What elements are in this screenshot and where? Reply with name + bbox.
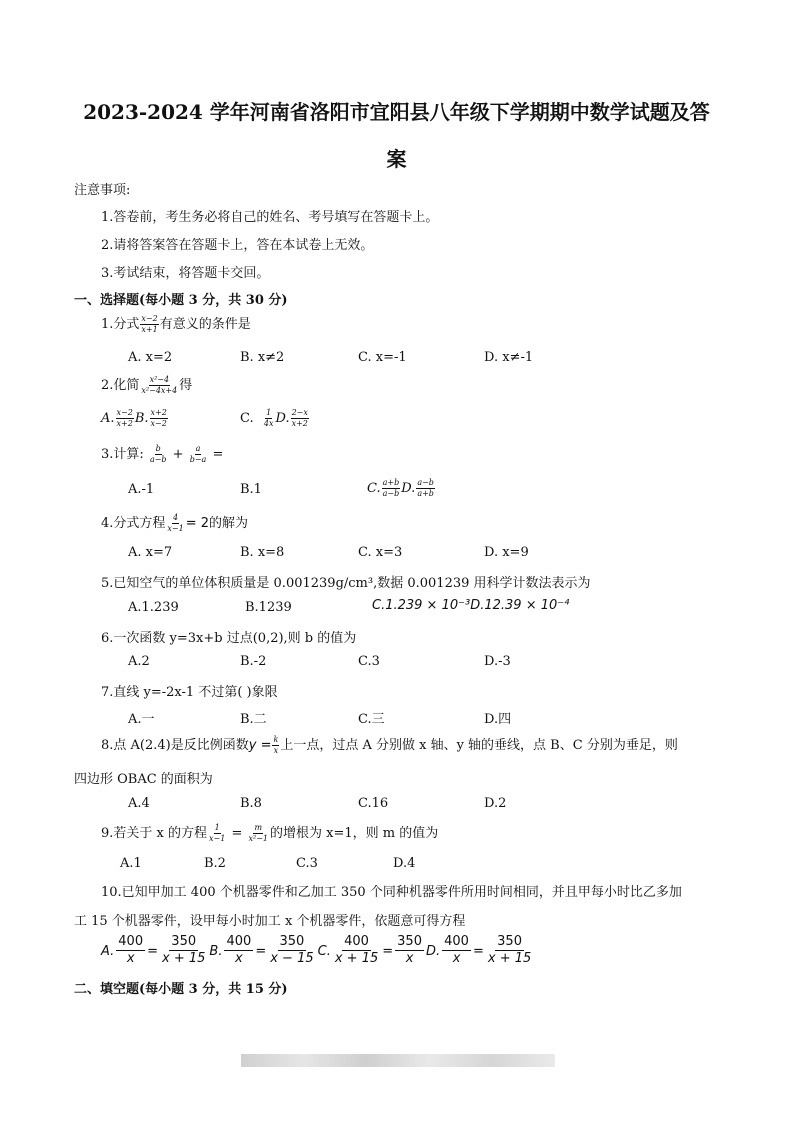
q9-option-b: B.2 — [204, 856, 226, 871]
q10-a-frac1 — [116, 934, 145, 967]
q10-b-n2: 350 — [279, 934, 305, 949]
q10-c-d1: x + 15 — [334, 951, 379, 966]
q2-suffix: 得 — [179, 378, 193, 393]
q7-option-a: A.一 — [128, 712, 155, 727]
q10-b-frac2 — [268, 934, 315, 967]
q3-option-b: B.1 — [240, 482, 262, 497]
q4-option-c: C. x=3 — [358, 545, 403, 560]
q10-d-n2: 350 — [497, 934, 522, 949]
footer-watermark — [241, 1054, 555, 1067]
q4-equals: = 2 — [185, 516, 210, 531]
q3-option-c-fraction — [382, 478, 401, 499]
q2-option-b-label: B. — [134, 411, 149, 426]
q7-option-b: B.二 — [240, 712, 267, 727]
q1-den: x+1 — [141, 325, 158, 334]
q10-a-eq: = — [147, 944, 159, 959]
q9-f2-den: x²−1 — [248, 834, 269, 843]
question-2 — [101, 374, 192, 396]
q2-options-ab — [101, 408, 169, 429]
q8-num: k — [273, 735, 279, 744]
q8-line2: 四边形 OBAC 的面积为 — [74, 772, 213, 787]
question-10-line1: 10.已知甲加工 400 个机器零件和乙加工 350 个同种机器零件所用时间相同，并且甲每小时比乙多加 — [101, 885, 682, 900]
q2-option-b-num: x+2 — [150, 408, 167, 417]
q10-d-d1: x — [452, 951, 461, 966]
q2-option-d-fraction — [291, 408, 309, 429]
q10-option-a-label: A. — [101, 944, 115, 959]
q10-options — [101, 934, 535, 967]
q3-plus: + — [172, 447, 184, 462]
q3-option-c-den: a−b — [382, 489, 400, 498]
q2-prefix: 2.化简 — [101, 378, 140, 393]
q2-option-c-den: 4x — [263, 419, 274, 428]
q8-option-b: B.8 — [240, 796, 262, 811]
q10-c-frac2 — [395, 934, 424, 967]
q2-option-c-label: C. — [240, 411, 254, 426]
q10-b-eq: = — [255, 944, 267, 959]
document-title-line2: 案 — [386, 147, 407, 171]
q3-option-d-den: a+b — [417, 489, 434, 498]
q3-f1-num: b — [155, 444, 161, 453]
q10-a-d2: x + 15 — [162, 951, 206, 966]
q9-option-a: A.1 — [120, 856, 142, 871]
q6-option-b: B.-2 — [240, 654, 267, 669]
q4-den: x−1 — [167, 524, 184, 533]
q10-c-n1: 400 — [344, 934, 369, 949]
q4-suffix: 的解为 — [209, 516, 249, 531]
q6-option-a: A.2 — [128, 654, 150, 669]
question-1 — [101, 313, 251, 335]
q8-option-d: D.2 — [484, 796, 507, 811]
q7-option-c: C.三 — [358, 712, 385, 727]
q1-option-a: A. x=2 — [128, 350, 173, 365]
q2-option-d-den: x+2 — [291, 419, 308, 428]
q10-a-frac2 — [160, 934, 207, 967]
q3-f2-num: a — [195, 444, 201, 453]
q6-option-d: D.-3 — [484, 654, 511, 669]
q10-a-n2: 350 — [171, 934, 197, 949]
q3-f1-den: a−b — [149, 455, 167, 464]
q4-option-d: D. x=9 — [484, 545, 529, 560]
q8-suffix: 上一点，过点 A 分别做 x 轴、y 轴的垂线，点 B、C 分别为垂足，则 — [280, 738, 678, 753]
q5-options-cd: C.1.239 × 10⁻³D.12.39 × 10⁻⁴ — [372, 598, 570, 613]
q4-num: 4 — [173, 513, 179, 522]
q2-option-a-label: A. — [101, 411, 115, 426]
q10-b-d2: x − 15 — [270, 951, 314, 966]
q10-d-d2: x + 15 — [487, 951, 532, 966]
q2-options-cd — [240, 408, 310, 429]
question-9 — [101, 822, 438, 844]
q10-c-eq: = — [382, 944, 394, 959]
q10-option-c-label: C. — [317, 944, 331, 959]
q10-d-frac1 — [442, 934, 471, 967]
q2-num: x²−4 — [149, 375, 170, 384]
q5-option-b: B.1239 — [245, 600, 292, 615]
q9-option-c: C.3 — [296, 856, 318, 871]
q5-option-a: A.1.239 — [128, 600, 179, 615]
question-10-line2: 工 15 个机器零件，设甲每小时加工 x 个机器零件，依题意可得方程 — [74, 914, 466, 929]
section-1-heading: 一、选择题(每小题 3 分，共 30 分) — [74, 293, 288, 308]
question-4 — [101, 512, 248, 534]
q9-f1-den: x−1 — [209, 834, 226, 843]
q2-den: x²−4x+4 — [141, 386, 178, 395]
question-5: 5.已知空气的单位体积质量是 0.001239g/cm³,数据 0.001239 用科学计数法表示为 — [101, 576, 591, 591]
question-6: 6.一次函数 y=3x+b 过点(0,2),则 b 的值为 — [101, 631, 357, 646]
q8-function-lhs: y = — [248, 738, 272, 753]
q1-prefix: 1.分式 — [101, 317, 140, 332]
q8-prefix: 8.点 A(2.4)是反比例函数 — [101, 738, 249, 753]
q3-option-d-num: a−b — [417, 478, 434, 487]
q10-option-b-label: B. — [209, 944, 223, 959]
q3-option-a: A.-1 — [128, 482, 155, 497]
q10-b-n1: 400 — [226, 934, 252, 949]
q9-fraction-1 — [208, 823, 226, 844]
q4-prefix: 4.分式方程 — [101, 516, 166, 531]
q9-prefix: 9.若关于 x 的方程 — [101, 826, 207, 841]
q4-option-b: B. x=8 — [240, 545, 285, 560]
notice-item-2: 2.请将答案答在答题卡上，答在本试卷上无效。 — [101, 238, 374, 253]
q2-option-a-fraction — [116, 408, 134, 429]
question-8 — [101, 734, 678, 756]
q3-option-d-label: D. — [401, 481, 416, 496]
q3-option-d-fraction — [416, 478, 435, 499]
q3-prefix: 3.计算: — [101, 447, 144, 462]
notice-item-1: 1.答卷前，考生务必将自己的姓名、考号填写在答题卡上。 — [101, 210, 439, 225]
q10-c-frac1 — [333, 934, 380, 967]
q7-option-d: D.四 — [484, 712, 512, 727]
q8-option-c: C.16 — [358, 796, 389, 811]
q2-option-a-den: x+2 — [116, 419, 133, 428]
q3-f2-den: b−a — [189, 455, 207, 464]
q9-fraction-2 — [248, 823, 270, 844]
q3-equals: = — [212, 447, 224, 462]
q3-fraction-1 — [149, 444, 168, 465]
question-7: 7.直线 y=-2x-1 不过第( )象限 — [101, 685, 278, 700]
q2-option-d-label: D. — [275, 411, 290, 426]
q10-option-d-label: D. — [425, 944, 441, 959]
q6-option-c: C.3 — [358, 654, 380, 669]
section-2-heading: 二、填空题(每小题 3 分，共 15 分) — [74, 982, 288, 997]
q2-option-b-fraction — [150, 408, 168, 429]
q9-option-d: D.4 — [393, 856, 416, 871]
q3-fraction-2 — [189, 444, 208, 465]
q10-c-n2: 350 — [397, 934, 422, 949]
q4-fraction — [166, 513, 184, 534]
q8-den: x — [273, 746, 279, 755]
q9-f1-num: 1 — [214, 823, 220, 832]
q1-num: x−2 — [141, 314, 158, 323]
q4-option-a: A. x=7 — [128, 545, 173, 560]
q3-option-c-label: C. — [367, 481, 381, 496]
q2-option-b-den: x−2 — [150, 419, 167, 428]
q1-suffix: 有意义的条件是 — [159, 317, 251, 332]
q2-option-c-fraction — [263, 408, 275, 429]
q9-suffix: 的增根为 x=1，则 m 的值为 — [270, 826, 439, 841]
notice-heading: 注意事项: — [74, 183, 131, 198]
q2-option-d-num: 2−x — [291, 408, 308, 417]
q10-d-eq: = — [472, 944, 484, 959]
q10-b-d1: x — [235, 951, 243, 966]
q2-fraction — [140, 375, 178, 396]
q2-option-c-num: 1 — [266, 408, 272, 417]
document-title-line1: 2023-2024 学年河南省洛阳市宜阳县八年级下学期期中数学试题及答 — [83, 100, 710, 124]
q8-option-a: A.4 — [128, 796, 150, 811]
q1-fraction — [140, 314, 158, 335]
q10-a-d1: x — [126, 951, 135, 966]
q10-b-frac1 — [224, 934, 253, 967]
q9-f2-num: m — [254, 823, 263, 832]
q1-option-b: B. x≠2 — [240, 350, 285, 365]
notice-item-3: 3.考试结束，将答题卡交回。 — [101, 266, 270, 281]
q9-equals: = — [231, 826, 243, 841]
q3-options-cd — [367, 478, 436, 499]
q10-c-d2: x — [405, 951, 414, 966]
q2-option-a-num: x−2 — [116, 408, 133, 417]
q3-option-c-num: a+b — [382, 478, 400, 487]
question-3 — [101, 443, 223, 465]
q1-option-c: C. x=-1 — [358, 350, 407, 365]
q1-option-d: D. x≠-1 — [484, 350, 534, 365]
q10-d-n1: 400 — [444, 934, 469, 949]
q10-a-n1: 400 — [118, 934, 144, 949]
q10-d-frac2 — [486, 934, 533, 967]
q8-fraction — [272, 735, 279, 756]
